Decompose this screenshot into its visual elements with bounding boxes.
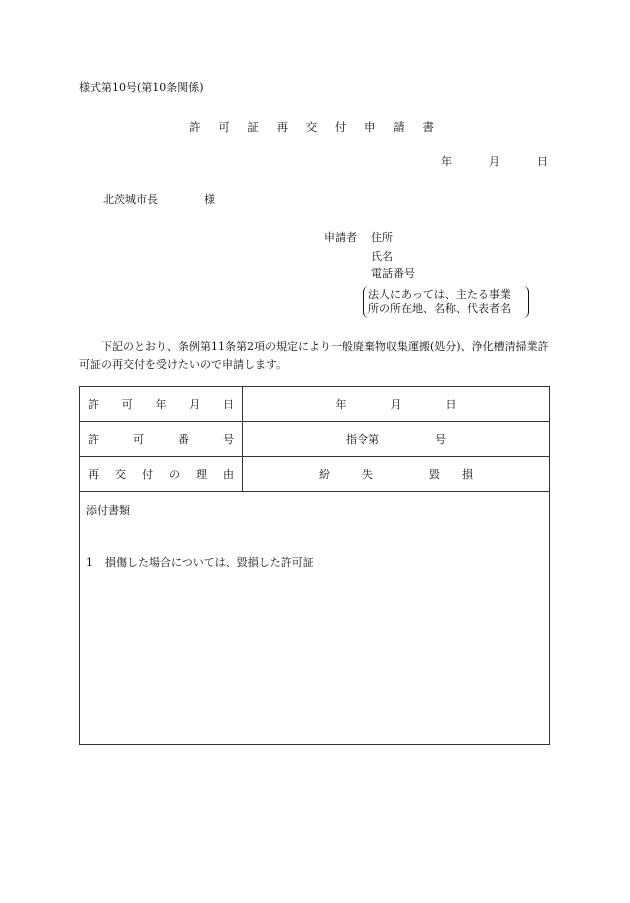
table-row <box>80 492 550 745</box>
table-row <box>80 387 550 422</box>
date-month: 月 <box>489 155 500 168</box>
table-row <box>80 422 550 457</box>
reason-lost[interactable]: 紛 失 <box>319 468 373 481</box>
request-statement: 下記のとおり、条例第11条第2項の規定により一般廃棄物収集運搬(処分)、浄化槽清掃業許可証の再交付を受けたいので申請します。 <box>79 340 549 371</box>
attachments-title: 添付書類 <box>86 504 130 517</box>
addressee-name: 北茨城市長 <box>103 193 158 206</box>
reissue-reason-field[interactable] <box>243 457 550 492</box>
attachment-number: 1 <box>86 556 93 569</box>
attachments-section <box>80 492 550 745</box>
attachment-text: 損傷した場合については、毀損した許可証 <box>105 556 314 569</box>
addressee-honorific: 様 <box>204 193 215 206</box>
reason-damaged[interactable]: 毀 損 <box>429 468 473 481</box>
date-day: 日 <box>537 155 548 168</box>
application-table <box>79 386 550 745</box>
permit-number-label: 許 可 番 号 <box>80 422 243 457</box>
applicant-address-label: 住所 <box>371 231 393 244</box>
form-number: 様式第10号(第10条関係) <box>79 81 204 94</box>
applicant-phone-label: 電話番号 <box>371 267 415 280</box>
table-row <box>80 457 550 492</box>
date-line <box>441 156 548 167</box>
permit-date-field[interactable]: 年 月 日 <box>243 387 550 422</box>
document-title: 許 可 証 再 交 付 申 請 書 <box>189 120 441 134</box>
applicant-name-label: 氏名 <box>371 250 393 263</box>
date-year: 年 <box>441 155 452 168</box>
corporate-note <box>363 286 529 318</box>
applicant-label: 申請者 <box>324 231 357 244</box>
reissue-reason-label: 再 交 付 の 理 由 <box>80 457 243 492</box>
corporate-note-line1: 法人にあっては、主たる事業 <box>368 288 511 301</box>
corporate-note-line2: 所の所在地、名称、代表者名 <box>368 302 511 315</box>
permit-date-label: 許 可 年 月 日 <box>80 387 243 422</box>
addressee <box>103 194 215 205</box>
permit-number-field[interactable]: 指令第 号 <box>243 422 550 457</box>
attachment-item <box>86 554 543 570</box>
